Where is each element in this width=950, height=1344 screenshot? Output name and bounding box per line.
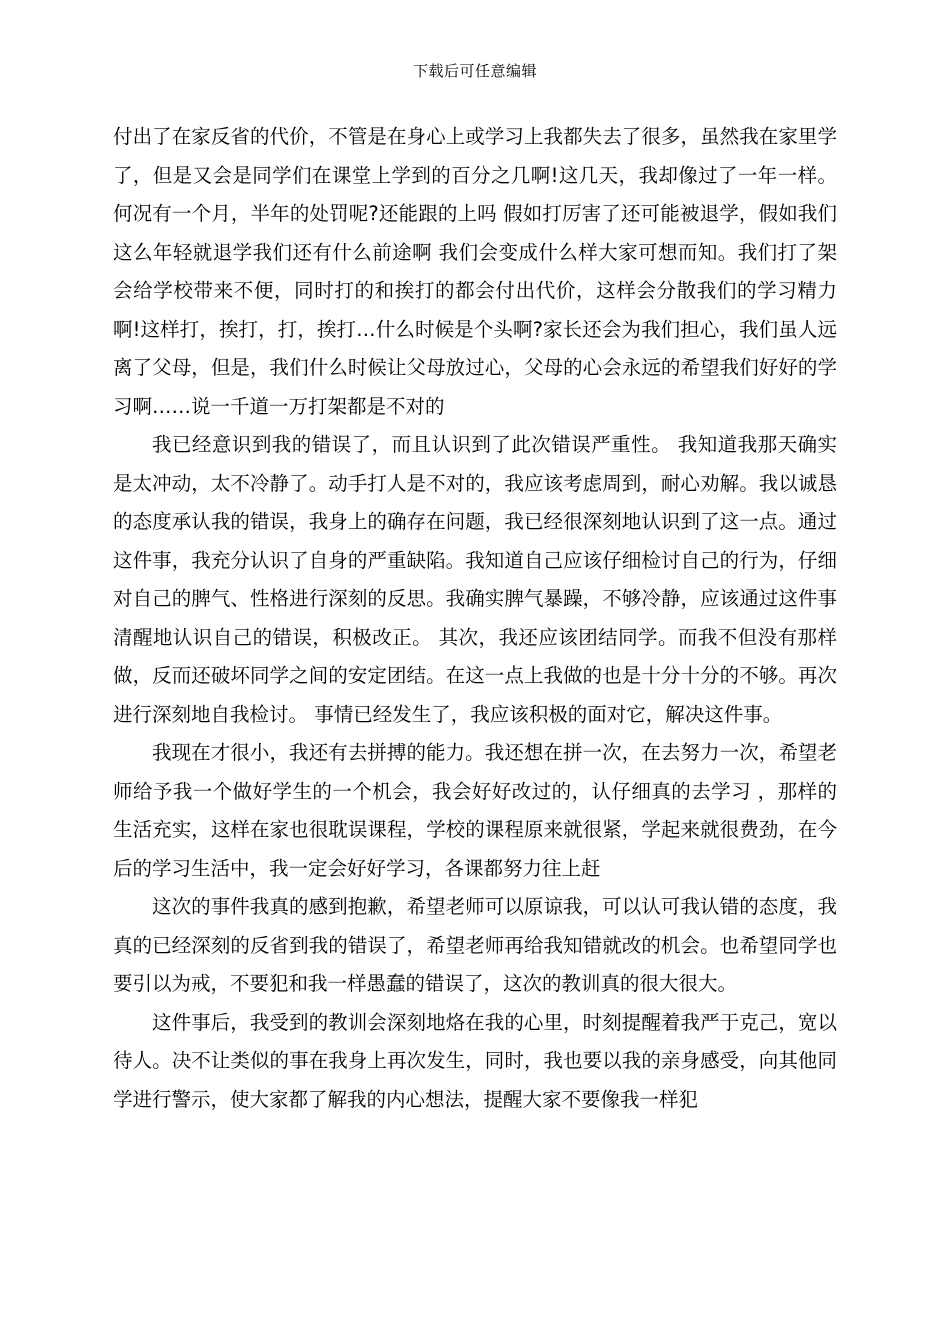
paragraph: 这次的事件我真的感到抱歉，希望老师可以原谅我，可以认可我认错的态度，我真的已经深刻的反省到我的错误了，希望老师再给我知错就改的机会。也希望同学也要引以为戒，不要犯和我一样愚蠢的错误了，这次的教训真的很大很大。	[113, 895, 837, 995]
paragraph: 我现在才很小，我还有去拼搏的能力。我还想在拼一次，在去努力一次，希望老师给予我一个做好学生的一个机会，我会好好改过的，认仔细真的去学习 ，那样的生活充实，这样在家也很耽误课程，学校的课程原来就很紧，学起来就很费劲，在今后的学习生活中，我一定会好好学习，各课都努力往上赶	[113, 741, 837, 880]
paragraph: 这件事后，我受到的教训会深刻地烙在我的心里，时刻提醒着我严于克己，宽以待人。决不让类似的事在我身上再次发生，同时，我也要以我的亲身感受，向其他同学进行警示，使大家都了解我的内心想法，提醒大家不要像我一样犯	[113, 1010, 837, 1111]
document-body	[113, 118, 837, 1119]
paragraph: 我已经意识到我的错误了，而且认识到了此次错误严重性。 我知道我那天确实是太冲动，太不冷静了。动手打人是不对的，我应该考虑周到，耐心劝解。我以诚恳的态度承认我的错误，我身上的确存在问题，我已经很深刻地认识到了这一点。通过这件事，我充分认识了自身的严重缺陷。我知道自己应该仔细检讨自己的行为，仔细对自己的脾气、性格进行深刻的反思。我确实脾气暴躁，不够冷静，应该通过这件事清醒地认识自己的错误，积极改正。 其次，我还应该团结同学。而我不但没有那样做，反而还破坏同学之间的安定团结。在这一点上我做的也是十分十分的不够。再次进行深刻地自我检讨。 事情已经发生了，我应该积极的面对它，解决这件事。	[113, 433, 837, 726]
page-header-note: 下载后可任意编辑	[412, 62, 537, 80]
paragraph: 付出了在家反省的代价，不管是在身心上或学习上我都失去了很多，虽然我在家里学了，但是又会是同学们在课堂上学到的百分之几啊!这几天，我却像过了一年一样。何况有一个月，半年的处罚呢?还能跟的上吗 假如打厉害了还可能被退学，假如我们这么年轻就退学我们还有什么前途啊 我们会变成什么样大家可想而知。我们打了架会给学校带来不便，同时打的和挨打的都会付出代价，这样会分散我们的学习精力啊!这样打，挨打，打，挨打…什么时候是个头啊?家长还会为我们担心，我们虽人远离了父母，但是，我们什么时候让父母放过心，父母的心会永远的希望我们好好的学习啊……说一千道一万打架都是不对的	[113, 125, 837, 418]
